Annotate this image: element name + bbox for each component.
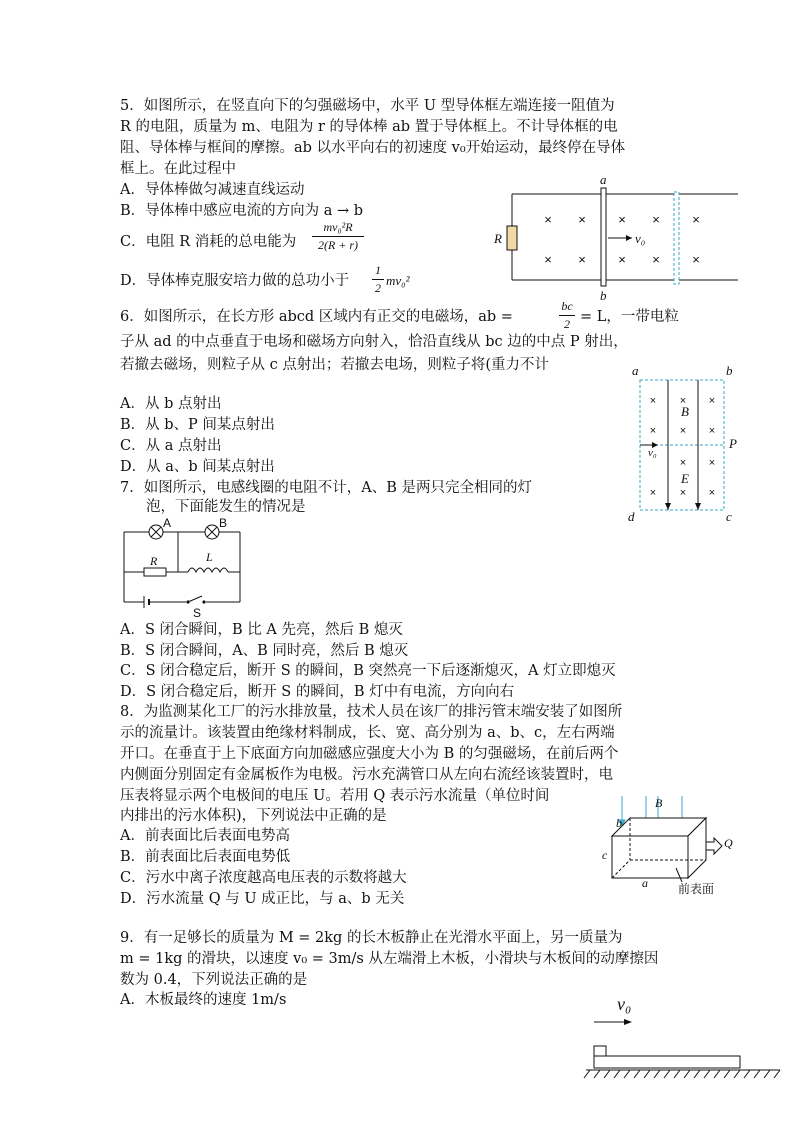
q8-label-Q: Q bbox=[724, 836, 733, 850]
q7-circuit bbox=[116, 514, 252, 620]
q6-cross: × bbox=[649, 395, 657, 407]
q6-eq-denominator: 2 bbox=[564, 317, 570, 331]
q5-cross: × bbox=[652, 252, 660, 267]
q6-cross: × bbox=[649, 487, 657, 499]
q5-figure bbox=[490, 172, 740, 304]
q5-option-c-denominator: 2(R + r) bbox=[317, 238, 359, 252]
q6-label-a: a bbox=[632, 363, 639, 378]
q6-label-P: P bbox=[729, 436, 737, 451]
q6-eq-fraction bbox=[559, 299, 575, 332]
q5-option-d-fraction bbox=[372, 263, 384, 296]
q9-option-a: A．木板最终的速度 1m/s bbox=[120, 992, 287, 1008]
q6-option-c: C．从 a 点射出 bbox=[120, 438, 222, 454]
q5-option-c: C．电阻 R 消耗的总电能为 bbox=[120, 234, 297, 250]
q6-figure bbox=[620, 362, 750, 532]
q6-cross: × bbox=[679, 425, 687, 437]
q8-stem-line-2: 示的流量计。该装置由绝缘材料制成，长、宽、高分别为 a、b、c，左右两端 bbox=[120, 725, 615, 741]
q5-label-b: b bbox=[600, 288, 607, 303]
q6-label-b: b bbox=[726, 363, 733, 378]
q9-label-v0: v₀ bbox=[617, 994, 632, 1014]
q6-cross: × bbox=[708, 395, 716, 407]
q5-stem-line-1: 5．如图所示，在竖直向下的匀强磁场中，水平 U 型导体框左端连接一阻值为 bbox=[120, 98, 615, 114]
q5-cross: × bbox=[544, 252, 552, 267]
q5-option-d-numerator: 1 bbox=[375, 263, 381, 277]
q5-stem-line-3: 阻、导体棒与框间的摩擦。ab 以水平向右的初速度 v₀开始运动，最终停在导体 bbox=[120, 140, 626, 156]
q6-option-d: D．从 a、b 间某点射出 bbox=[120, 459, 275, 475]
q5-cross: × bbox=[652, 212, 660, 227]
q5-option-c-fraction bbox=[312, 220, 364, 253]
q6-label-d: d bbox=[628, 509, 635, 524]
q5-stem-line-4: 框上。在此过程中 bbox=[120, 161, 236, 177]
q8-figure bbox=[598, 790, 748, 896]
q6-eq-tail: = L，一带电粒 bbox=[580, 309, 679, 325]
q6-option-a: A．从 b 点射出 bbox=[120, 396, 222, 412]
q8-label-front: 前表面 bbox=[678, 882, 715, 896]
q7-label-L: L bbox=[206, 550, 213, 564]
q9-figure bbox=[584, 994, 784, 1086]
q6-option-b: B．从 b、P 间某点射出 bbox=[120, 417, 275, 433]
q5-option-b: B．导体棒中感应电流的方向为 a → b bbox=[120, 203, 364, 219]
q9-ground-hatch bbox=[584, 1070, 780, 1078]
q8-stem-line-5: 压表将显示两个电极间的电压 U。若用 Q 表示污水流量（单位时间 bbox=[120, 788, 550, 804]
q8-stem-line-4: 内侧面分别固定有金属板作为电极。污水充满管口从左向右流经该装置时，电 bbox=[120, 767, 613, 783]
q6-label-v0: v₀ bbox=[648, 447, 657, 459]
q7-option-c: C．S 闭合稳定后，断开 S 的瞬间，B 突然亮一下后逐渐熄灭，A 灯立即熄灭 bbox=[120, 663, 616, 679]
q5-cross: × bbox=[692, 252, 700, 267]
q9-stem-line-1: 9．有一足够长的质量为 M = 2kg 的长木板静止在光滑水平面上，另一质量为 bbox=[120, 930, 623, 946]
q8-option-d: D．污水流量 Q 与 U 成正比，与 a、b 无关 bbox=[120, 891, 405, 907]
q7-label-R: R bbox=[150, 554, 158, 568]
q6-stem-line-3: 若撤去磁场，则粒子从 c 点射出；若撤去电场，则粒子将(重力不计 bbox=[120, 357, 549, 373]
q5-option-d: D．导体棒克服安培力做的总功小于 bbox=[120, 273, 350, 289]
q5-figure-svg bbox=[490, 176, 740, 304]
q7-label-A: A bbox=[163, 516, 172, 530]
q5-option-a: A．导体棒做匀减速直线运动 bbox=[120, 182, 305, 198]
q5-cross: × bbox=[544, 212, 552, 227]
q8-label-B: B bbox=[655, 796, 663, 810]
q6-label-B: B bbox=[681, 404, 689, 419]
q5-cross: × bbox=[578, 252, 586, 267]
q8-option-b: B．前表面比后表面电势低 bbox=[120, 849, 291, 865]
q6-eq-numerator: bc bbox=[561, 299, 573, 313]
q6-cross: × bbox=[708, 487, 716, 499]
q8-label-b: b bbox=[616, 816, 622, 830]
q5-option-c-numerator: mv₀²R bbox=[323, 220, 353, 234]
q8-option-c: C．污水中离子浓度越高电压表的示数将越大 bbox=[120, 870, 407, 886]
q5-label-a: a bbox=[600, 172, 607, 187]
q6-stem-line-2: 子从 ad 的中点垂直于电场和磁场方向射入，恰沿直线从 bc 边的中点 P 射出， bbox=[120, 334, 628, 350]
q9-stem-line-2: m = 1kg 的滑块，以速度 v₀ = 3m/s 从左端滑上木板，小滑块与木板间的动摩擦因 bbox=[120, 951, 659, 967]
q5-stem-line-2: R 的电阻，质量为 m、电阻为 r 的导体棒 ab 置于导体框上。不计导体框的电 bbox=[120, 119, 618, 135]
q5-cross: × bbox=[692, 212, 700, 227]
q5-option-d-suffix: mv₀² bbox=[386, 273, 410, 288]
q8-stem-line-1: 8．为监测某化工厂的污水排放量，技术人员在该厂的排污管末端安装了如图所 bbox=[120, 704, 623, 720]
q7-label-S: S bbox=[193, 606, 202, 620]
q6-cross: × bbox=[679, 487, 687, 499]
q7-option-b: B．S 闭合瞬间，A、B 同时亮，然后 B 熄灭 bbox=[120, 643, 409, 659]
q5-cross: × bbox=[578, 212, 586, 227]
q9-stem-line-3: 数为 0.4，下列说法正确的是 bbox=[120, 972, 308, 988]
q7-circuit-svg bbox=[116, 514, 252, 620]
q7-option-d: D．S 闭合稳定后，断开 S 的瞬间，B 灯中有电流，方向向右 bbox=[120, 684, 515, 700]
q8-stem-line-3: 开口。在垂直于上下底面方向加磁感应强度大小为 B 的匀强磁场，在前后两个 bbox=[120, 746, 619, 762]
q7-stem-line-1: 7．如图所示，电感线圈的电阻不计，A、B 是两只完全相同的灯 bbox=[120, 480, 532, 496]
q6-cross: × bbox=[679, 457, 687, 469]
q7-option-a: A．S 闭合瞬间，B 比 A 先亮，然后 B 熄灭 bbox=[120, 622, 403, 638]
q5-cross: × bbox=[618, 212, 626, 227]
q5-option-d-denominator: 2 bbox=[375, 281, 381, 295]
q6-stem-line-1: 6．如图所示，在长方形 abcd 区域内有正交的电磁场，ab = bbox=[120, 309, 513, 325]
q5-cross: × bbox=[618, 252, 626, 267]
q5-label-v0: v₀ bbox=[635, 231, 646, 246]
q9-figure-svg bbox=[584, 1000, 784, 1086]
q8-stem-line-6: 内排出的污水体积)，下列说法中正确的是 bbox=[120, 808, 387, 824]
q5-label-R: R bbox=[494, 231, 502, 246]
q6-cross: × bbox=[679, 395, 687, 407]
q8-label-c: c bbox=[602, 848, 608, 862]
q6-cross: × bbox=[708, 457, 716, 469]
q7-stem-line-2: 泡，下面能发生的情况是 bbox=[146, 499, 306, 515]
q6-label-c: c bbox=[726, 509, 732, 524]
q6-cross: × bbox=[708, 425, 716, 437]
q6-cross: × bbox=[649, 425, 657, 437]
q7-label-B: B bbox=[219, 516, 228, 530]
q8-label-a: a bbox=[642, 876, 648, 890]
q6-label-E: E bbox=[681, 471, 689, 486]
q8-option-a: A．前表面比后表面电势高 bbox=[120, 828, 290, 844]
